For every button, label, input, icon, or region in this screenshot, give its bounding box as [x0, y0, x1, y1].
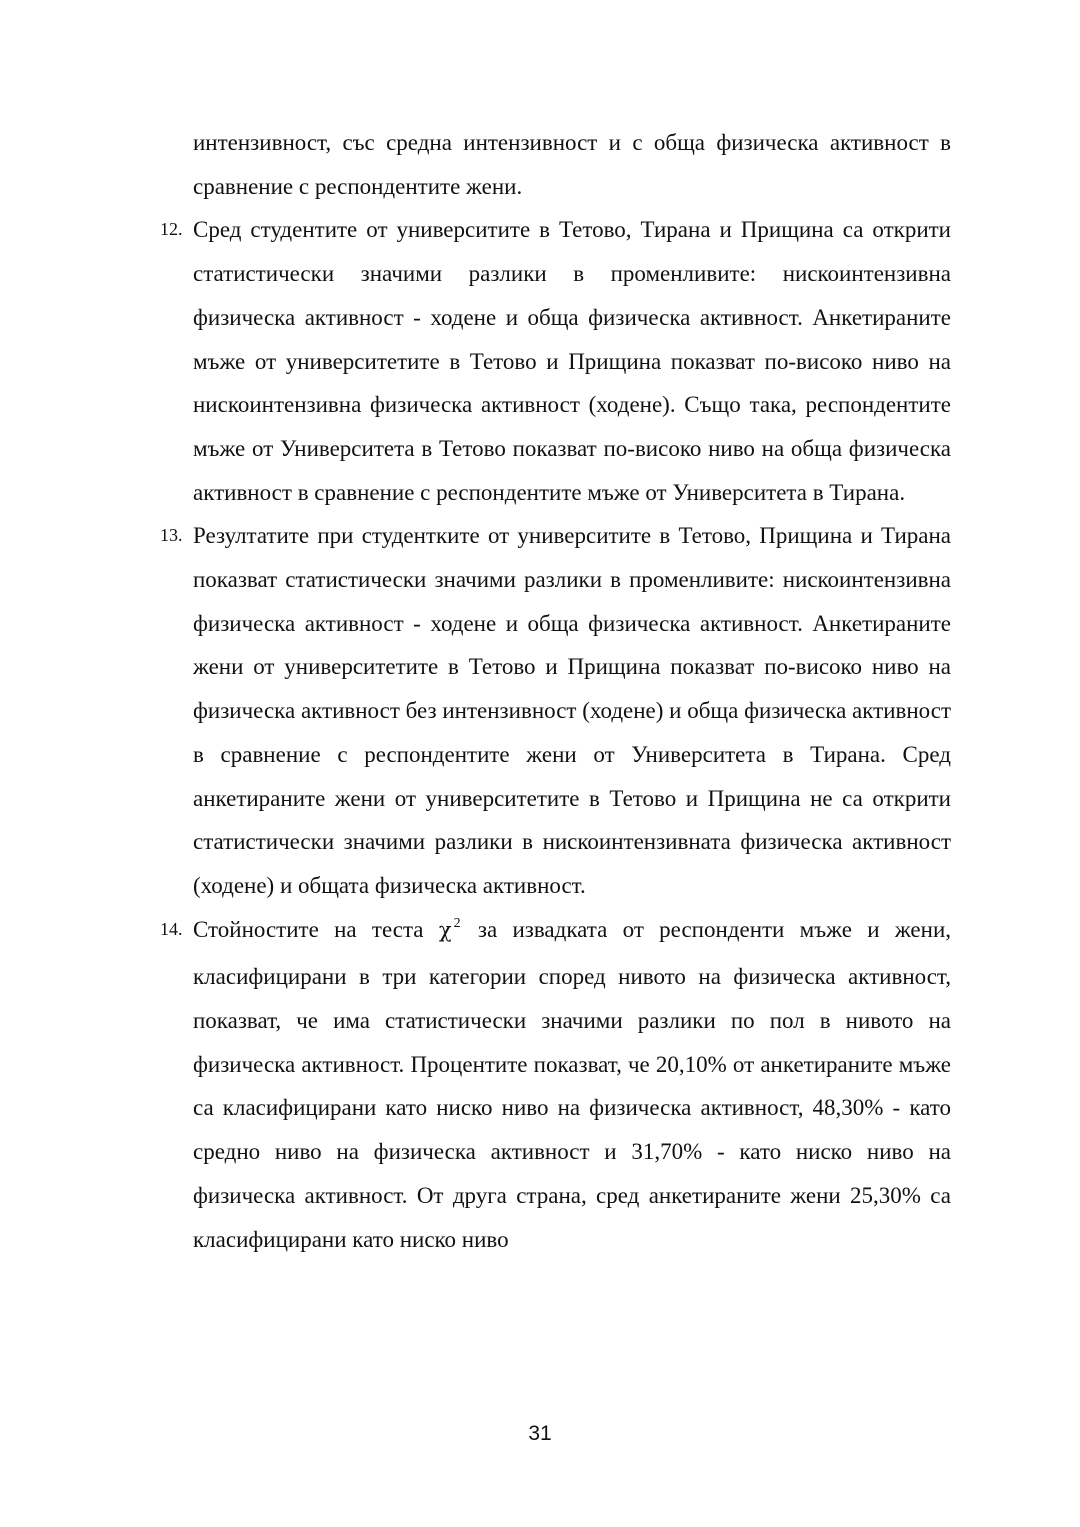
list-item-14	[160, 908, 951, 1262]
text-after-symbol: за извадката от респонденти мъже и жени, класифицирани в три категории според нивото на физическа активност, показват, че има статистически значими разлики по пол в нивото на физическа активност. Процентите показват, че 20,10% от анкетираните мъже са класифицирани като ниско ниво на физическа активност, 48,30% - като средно ниво на физическа активност и 31,70% - като ниско ниво на физическа активност. От друга страна, сред анкетираните жени 25,30% са класифицирани като ниско ниво	[193, 916, 951, 1252]
list-item-text: Резултатите при студентките от университите в Тетово, Прищина и Тирана показват статистически значими разлики в променливите: нискоинтензивна физическа активност - ходене и обща физическа активност. Анкетираните жени от университетите в Тетово и Прищина показват по-високо ниво на физическа активност без интензивност (ходене) и обща физическа активност в сравнение с респондентите жени от Университета в Тирана. Сред анкетираните жени от университетите в Тетово и Прищина не са открити статистически значими разлики в нискоинтензивната физическа активност (ходене) и общата физическа активност.	[193, 523, 951, 898]
list-item-number: 12.	[160, 219, 183, 240]
continuation-paragraph: интензивност, със средна интензивност и с обща физическа активност в сравнение с респондентите жени.	[193, 130, 951, 199]
text-before-symbol: Стойностите на теста	[193, 916, 424, 942]
page-body	[160, 121, 951, 1261]
list-item-12	[160, 208, 951, 514]
superscript: 2	[453, 915, 461, 931]
list-item-number: 13.	[160, 525, 183, 546]
list-item-number: 14.	[160, 918, 183, 939]
list-item-13	[160, 514, 951, 907]
chi-symbol: χ	[438, 917, 452, 942]
list-item-text	[193, 908, 951, 1262]
list-item-text: Сред студентите от университите в Тетово, Тирана и Прищина са открити статистически значими разлики в променливите: нискоинтензивна физическа активност - ходене и обща физическа активност. Анкетираните мъже от университетите в Тетово и Прищина показват по-високо ниво на нискоинтензивна физическа активност (ходене). Също така, респондентите мъже от Университета в Тетово показват по-високо ниво на обща физическа активност в сравнение с респондентите мъже от Университета в Тирана.	[193, 217, 951, 505]
page-number: 31	[528, 1422, 552, 1445]
